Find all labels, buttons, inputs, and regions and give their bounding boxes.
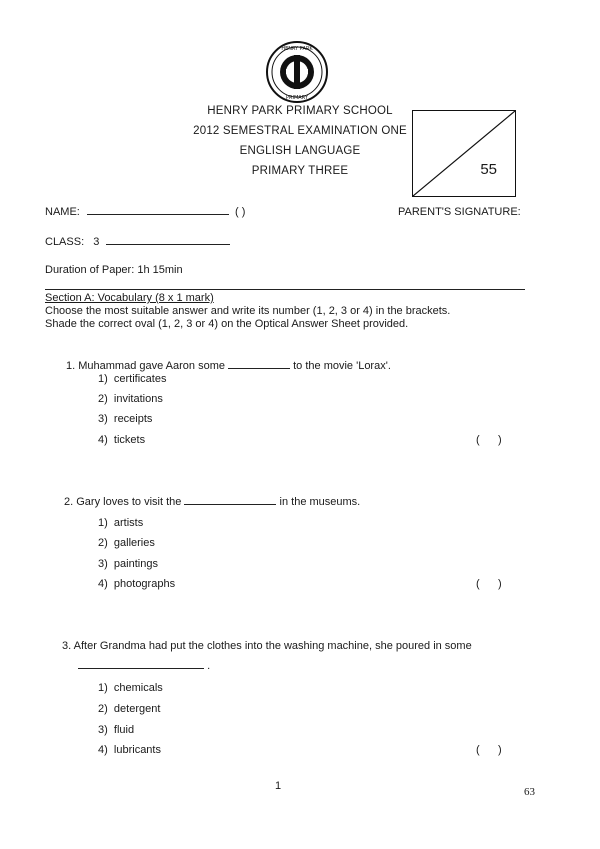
question-number: 2. [64,496,74,508]
option-row [98,413,152,425]
option-row [98,373,166,385]
question-text-before: After Grandma had put the clothes into the washing machine, she poured in some [73,640,472,652]
option-row [98,537,155,549]
option-number: 3) [98,558,108,570]
class-label: CLASS: [45,236,85,248]
exam-title: 2012 SEMESTRAL EXAMINATION ONE [193,125,407,137]
option-row [98,558,158,570]
option-number: 4) [98,578,108,590]
class-row [45,236,230,248]
class-field[interactable] [106,244,230,245]
question-2 [64,496,360,508]
parent-signature-label: PARENT'S SIGNATURE: [398,206,521,218]
option-number: 4) [98,434,108,446]
answer-bracket[interactable]: ( ) [476,434,502,446]
question-text-after: . [207,660,211,672]
option-text: tickets [113,434,146,446]
option-row [98,744,161,756]
page-number: 1 [275,780,282,792]
svg-text:HENRY PARK: HENRY PARK [281,46,313,52]
name-row [45,206,245,218]
option-text: invitations [113,393,163,405]
option-number: 3) [98,724,108,736]
name-field[interactable] [87,214,229,215]
question-text-after: to the movie 'Lorax'. [293,360,391,372]
option-number: 1) [98,682,108,694]
option-row [98,703,160,715]
question-text-before: Gary loves to visit the [76,496,182,508]
question-number: 3. [62,640,72,652]
score-value: 55 [480,161,497,178]
option-number: 2) [98,703,108,715]
option-text: lubricants [113,744,161,756]
subject-title: ENGLISH LANGUAGE [239,145,361,157]
option-row [98,724,134,736]
option-number: 2) [98,393,108,405]
question-number: 1. [66,360,76,372]
question-text-before: Muhammad gave Aaron some [78,360,225,372]
section-divider [45,289,525,290]
option-number: 1) [98,373,108,385]
answer-bracket[interactable]: ( ) [476,744,502,756]
svg-text:PRIMARY: PRIMARY [286,95,308,101]
option-text: paintings [113,558,158,570]
school-name: HENRY PARK PRIMARY SCHOOL [207,105,393,117]
option-text: galleries [113,537,155,549]
option-text: detergent [113,703,161,715]
answer-bracket[interactable]: ( ) [476,578,502,590]
option-number: 2) [98,537,108,549]
option-text: fluid [113,724,135,736]
question-3-blank-line [78,660,210,672]
score-box [412,110,516,197]
answer-blank [78,668,204,669]
section-title: Section A: Vocabulary (8 x 1 mark) [45,292,214,304]
answer-blank [184,504,276,505]
corner-page-mark: 63 [524,786,535,798]
option-number: 3) [98,413,108,425]
option-text: chemicals [113,682,163,694]
option-text: photographs [113,578,176,590]
option-row [98,434,145,446]
duration-text: Duration of Paper: 1h 15min [45,264,183,276]
score-box-diagonal [413,111,515,196]
school-crest-icon [264,40,330,104]
option-text: certificates [113,373,167,385]
question-text-after: in the museums. [279,496,361,508]
section-instruction-1: Choose the most suitable answer and write its number (1, 2, 3 or 4) in the brackets. [45,305,451,317]
option-number: 4) [98,744,108,756]
name-label: NAME: [45,206,80,218]
question-3 [62,640,472,652]
question-1 [66,360,391,372]
section-instruction-2: Shade the correct oval (1, 2, 3 or 4) on the Optical Answer Sheet provided. [45,318,409,330]
answer-blank [228,368,290,369]
option-text: receipts [113,413,153,425]
option-row [98,578,175,590]
name-bracket: ( ) [234,206,246,218]
option-row [98,393,163,405]
option-row [98,682,163,694]
option-number: 1) [98,517,108,529]
class-value: 3 [93,236,100,248]
option-text: artists [113,517,144,529]
level-title: PRIMARY THREE [251,165,349,177]
option-row [98,517,143,529]
